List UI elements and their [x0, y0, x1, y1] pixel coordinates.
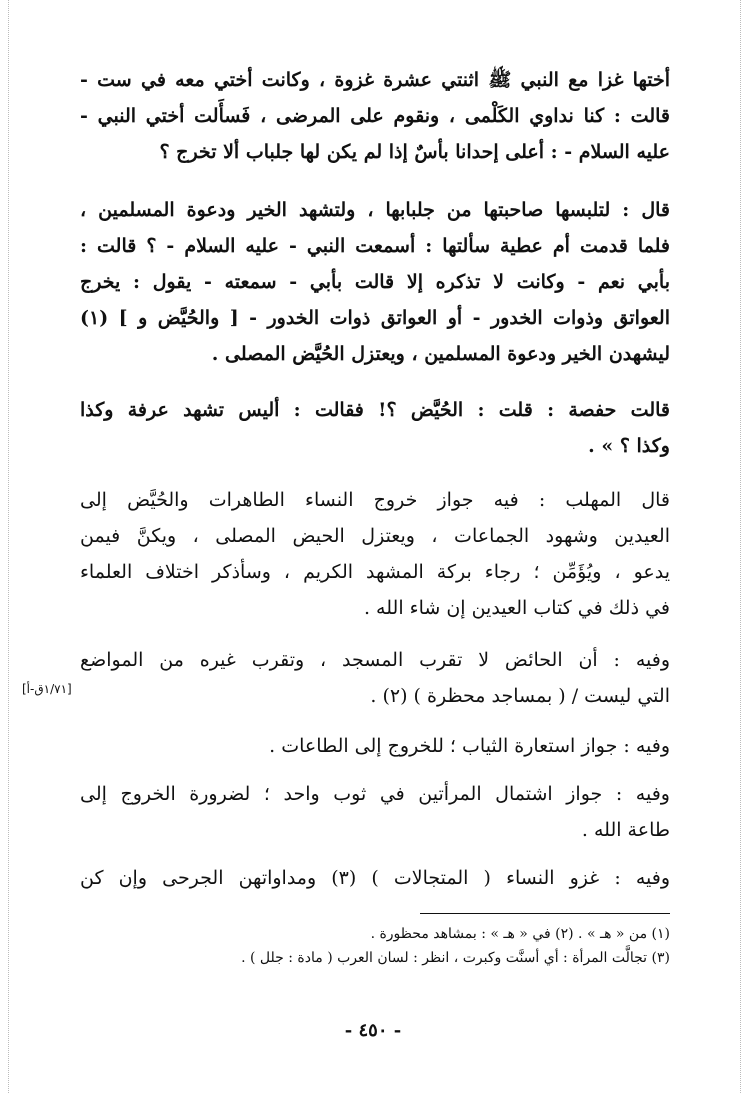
text-line: التي ليست / ( بمساجد محظرة ) (٢) .: [370, 685, 670, 707]
commentary-paragraph: [80, 482, 670, 626]
text-line: وفيه : غزو النساء ( المتجالات ) (٣) ومداواتهن الجرحى وإن كن: [80, 867, 670, 889]
commentary-paragraph: [80, 642, 670, 714]
text-line: قال المهلب : فيه جواز خروج النساء الطاهرات والحُيَّض إلى: [80, 489, 670, 511]
hadith-paragraph: [80, 392, 670, 464]
hadith-paragraph: [80, 192, 670, 372]
text-line: ليشهدن الخير ودعوة المسلمين ، ويعتزل الحُيَّض المصلى .: [211, 343, 670, 365]
manuscript-folio-note: [١/٧١ق-أ]: [22, 682, 72, 696]
text-line: أختها غزا مع النبي ﷺ اثنتي عشرة غزوة ، وكانت أختي معه في ست -: [80, 69, 670, 91]
text-line: وكذا ؟ » .: [588, 435, 670, 457]
text-line: يدعو ، ويُؤَمِّن ؛ رجاء بركة المشهد الكريم ، وسأذكر اختلاف العلماء: [80, 561, 670, 583]
hadith-continuation: [80, 62, 670, 170]
footnote-line: (١) من « هـ » . (٢) في « هـ » : بمشاهد محظورة .: [370, 926, 670, 942]
commentary-paragraph: [80, 776, 670, 848]
footnote-line: (٣) تجالَّت المرأة : أي أسنَّت وكبرت ، انظر : لسان العرب ( مادة : جلل ) .: [241, 950, 670, 966]
text-line: عليه السلام - : أعلى إحدانا بأسٌ إذا لم يكن لها جلباب ألا تخرج ؟: [159, 141, 670, 163]
text-line: فلما قدمت أم عطية سألتها : أسمعت النبي - عليه السلام - ؟ قالت :: [80, 235, 670, 257]
text-line: وفيه : جواز استعارة الثياب ؛ للخروج إلى الطاعات .: [269, 735, 670, 757]
text-line: طاعة الله .: [581, 819, 670, 841]
scan-edge-line: [740, 0, 741, 1093]
text-line: في ذلك في كتاب العيدين إن شاء الله .: [363, 597, 670, 619]
page-number: - ٤٥٠ -: [344, 1020, 402, 1041]
text-line: قال : لتلبسها صاحبتها من جلبابها ، ولتشهد الخير ودعوة المسلمين ،: [80, 199, 670, 221]
text-line: وفيه : جواز اشتمال المرأتين في ثوب واحد ؛ لضرورة الخروج إلى: [80, 783, 670, 805]
commentary-paragraph: [80, 860, 670, 896]
footnote-separator: [420, 913, 670, 914]
text-line: قالت حفصة : قلت : الحُيَّض ؟! فقالت : أليس تشهد عرفة وكذا: [80, 399, 670, 421]
text-line: العواتق وذوات الخدور - أو العواتق ذوات الخدور - [ والحُيَّض و ] (١): [80, 307, 670, 329]
text-line: قالت : كنا نداوي الكَلْمى ، ونقوم على المرضى ، فَسأَلت أختي النبي -: [80, 105, 670, 127]
footnotes: [160, 922, 670, 970]
commentary-paragraph: [80, 728, 670, 764]
text-line: العيدين وشهود الجماعات ، ويعتزل الحيض المصلى ، ويكنَّ فيمن: [80, 525, 670, 547]
scan-edge-line: [8, 0, 9, 1093]
text-line: وفيه : أن الحائض لا تقرب المسجد ، وتقرب غيره من المواضع: [80, 649, 670, 671]
text-line: بأبي نعم - وكانت لا تذكره إلا قالت بأبي - سمعته - يقول : يخرج: [80, 271, 670, 293]
